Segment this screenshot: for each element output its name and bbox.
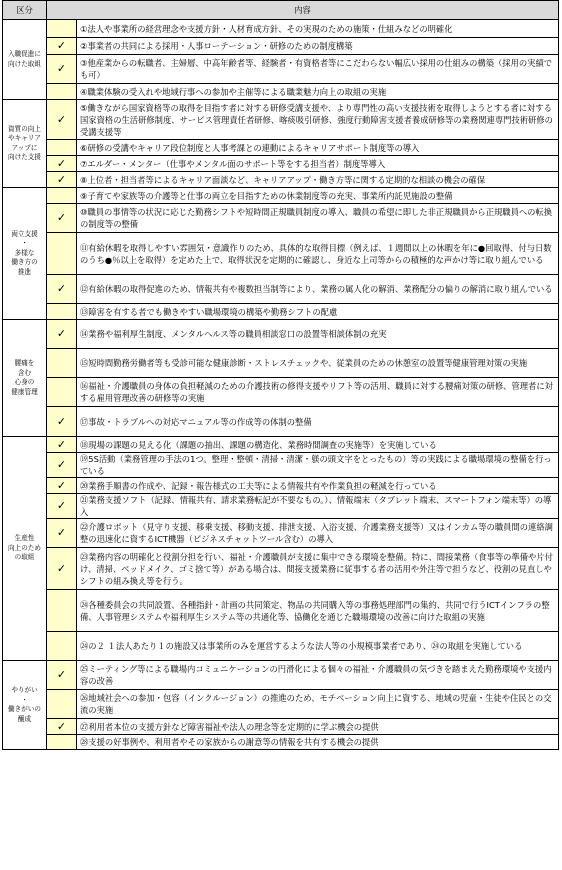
check-cell[interactable]	[47, 519, 77, 548]
table-row	[3, 378, 559, 407]
check-mark-icon: ✓	[56, 327, 67, 340]
check-cell[interactable]	[47, 100, 77, 140]
table-row	[3, 275, 559, 304]
table-row	[3, 478, 559, 494]
item-text: ⑤働きながら国家資格等の取得を目指す者に対する研修受講支援や、より専門性の高い支援技術を取得しようとする者に対する国家資格の生活研修制度、サービス管理責任者研修、喀痰吸引研修、強度行動障害支援者養成研修等の業務関連専門技術研修の受講支援等	[77, 100, 559, 140]
category-label: 腰痛を 含む 心身の 健康管理	[3, 320, 47, 437]
item-text: ⑥研修の受講やキャリア段位制度と人事考課との連動によるキャリアサポート制度等の導入	[77, 140, 559, 156]
check-cell[interactable]	[47, 548, 77, 590]
item-text: ㉘支援の好事例や、利用者やその家族からの謝意等の情報を共有する機会の提供	[77, 735, 559, 750]
table-row	[3, 100, 559, 140]
table-row	[3, 20, 559, 38]
check-cell[interactable]	[47, 735, 77, 750]
category-header: 区分	[3, 1, 47, 20]
category-label: 入職促進に 向けた取組	[3, 20, 47, 100]
table-row	[3, 233, 559, 275]
table-row	[3, 204, 559, 233]
check-mark-icon: ✓	[56, 156, 67, 170]
table-row	[3, 590, 559, 632]
header-row	[3, 1, 559, 20]
table-row	[3, 632, 559, 661]
category-label: やりがい ・ 働きがいの 醸成	[3, 661, 47, 750]
check-cell[interactable]	[47, 378, 77, 407]
category-label: 両立支援 ・ 多様な 働き方の 推進	[3, 188, 47, 320]
check-cell[interactable]	[47, 172, 77, 188]
check-mark-icon: ✓	[56, 414, 67, 428]
item-text: ⑮短時間勤務労働者等も受診可能な健康診断・ストレスチェックや、従業員のための休憩室の設置等健康管理対策の実施	[77, 349, 559, 378]
table-row	[3, 690, 559, 719]
category-label: 生産性 向上のため の取組	[3, 437, 47, 661]
check-mark-icon: ✓	[56, 499, 67, 512]
content-header: 内容	[47, 1, 559, 20]
item-text: ⑲5S活動（業務管理の手法の1つ。整理・整頓・清掃・清潔・躾の頭文字をとったもの）等の実践による職場環境の整備を行っている	[77, 453, 559, 478]
check-mark-icon: ✓	[56, 668, 67, 681]
check-cell[interactable]	[47, 494, 77, 519]
check-cell[interactable]	[47, 140, 77, 156]
check-cell[interactable]	[47, 407, 77, 437]
check-mark-icon: ✓	[56, 62, 67, 75]
check-cell[interactable]	[47, 84, 77, 100]
check-cell[interactable]	[47, 233, 77, 275]
check-mark-icon: ✓	[56, 39, 67, 52]
table-row	[3, 304, 559, 320]
check-mark-icon: ✓	[56, 437, 67, 451]
item-text: ⑧上位者・担当者等によるキャリア面談など、キャリアアップ・働き方等に関する定期的な相談の機会の確保	[77, 172, 559, 188]
check-mark-icon: ✓	[56, 172, 67, 186]
table-row	[3, 661, 559, 690]
item-text: ⑱現場の課題の見える化（課題の抽出、課題の構造化、業務時間調査の実施等）を実施している	[77, 437, 559, 453]
check-mark-icon: ✓	[56, 282, 67, 295]
item-text: ④職業体験の受入れや地域行事への参加や主催等による職業魅力向上の取組の実施	[77, 84, 559, 100]
table-row	[3, 38, 559, 55]
table-row	[3, 519, 559, 548]
table-row	[3, 320, 559, 349]
item-text: ㉔各種委員会の共同設置、各種指針・計画の共同策定、物品の共同購入等の事務処理部門の集約、共同で行うICTインフラの整備、人事管理システムや福利厚生システム等の共通化等、協働化を通じた職場環境の改善に向けた取組の実施	[77, 590, 559, 632]
item-text: ⑳業務手順書の作成や、記録・報告様式の工夫等による情報共有や作業負担の軽減を行っている	[77, 478, 559, 494]
table-row	[3, 453, 559, 478]
item-text: ㉖地域社会への参加・包容（インクルージョン）の推進のため、モチベーション向上に資する、地域の児童・生徒や住民との交流の実施	[77, 690, 559, 719]
table-row	[3, 349, 559, 378]
item-text: ㉒介護ロボット（見守り支援、移乗支援、移動支援、排泄支援、入浴支援、介護業務支援等）又はインカム等の職員間の連絡調整の迅速化に資するICT機器（ビジネスチャットツール含む）の導入	[77, 519, 559, 548]
table-row	[3, 156, 559, 172]
check-cell[interactable]	[47, 38, 77, 55]
check-cell[interactable]	[47, 632, 77, 661]
check-cell[interactable]	[47, 20, 77, 38]
table-row	[3, 140, 559, 156]
improvement-checklist-table	[2, 0, 559, 750]
table-row	[3, 548, 559, 590]
table-row	[3, 735, 559, 750]
item-text: ㉗利用者本位の支援方針など障害福祉や法人の理念等を定期的に学ぶ機会の提供	[77, 719, 559, 735]
check-mark-icon: ✓	[56, 458, 67, 471]
item-text: ㉑業務支援ソフト（記録、情報共有、請求業務転記が不要なもの。）、情報端末（タブレット端末、スマートフォン端末等）の導入	[77, 494, 559, 519]
item-text: ⑯福祉・介護職員の身体の負担軽減のための介護技術の修得支援やリフト等の活用、職員に対する腰痛対策の研修、管理者に対する雇用管理改善の研修等の実施	[77, 378, 559, 407]
item-text: ㉕ミーティング等による職場内コミュニケーションの円滑化による個々の福祉・介護職員の気づきを踏まえた勤務環境や支援内容の改善	[77, 661, 559, 690]
check-mark-icon: ✓	[56, 561, 67, 575]
check-mark-icon: ✓	[56, 719, 67, 733]
check-cell[interactable]	[47, 188, 77, 204]
check-mark-icon: ✓	[56, 112, 67, 126]
item-text: ②事業者の共同による採用・人事ローテーション・研修のための制度構築	[77, 38, 559, 55]
item-text: ⑭業務や福利厚生制度、メンタルヘルス等の職員相談窓口の設置等相談体制の充実	[77, 320, 559, 349]
check-cell[interactable]	[47, 55, 77, 84]
check-cell[interactable]	[47, 661, 77, 690]
item-text: ㉓業務内容の明確化と役割分担を行い、福祉・介護職員が支援に集中できる環境を整備。特に、間接業務（食事等の準備や片付け、清掃、ベッドメイク、ゴミ捨て等）がある場合は、間接支援業務に従事する者の活用や外注等で担うなど、役割の見直しやシフトの組み換え等を行う。	[77, 548, 559, 590]
item-text: ⑩職員の事情等の状況に応じた勤務シフトや短時間正規職員制度の導入、職員の希望に即した非正規職員から正規職員への転換の制度等の整備	[77, 204, 559, 233]
table-row	[3, 188, 559, 204]
table-row	[3, 437, 559, 453]
check-cell[interactable]	[47, 590, 77, 632]
check-cell[interactable]	[47, 437, 77, 453]
table-row	[3, 719, 559, 735]
check-cell[interactable]	[47, 349, 77, 378]
table-row	[3, 494, 559, 519]
item-text: ③他産業からの転職者、主婦層、中高年齢者等、経験者・有資格者等にこだわらない幅広い採用の仕組みの構築（採用の実績でも可）	[77, 55, 559, 84]
check-mark-icon: ✓	[56, 211, 67, 224]
item-text: ⑨子育てや家族等の介護等と仕事の両立を目指すための休業制度等の充実、事業所内託児施設の整備	[77, 188, 559, 204]
category-label: 資質の向上 やキャリア アップに 向けた支援	[3, 100, 47, 188]
table-row	[3, 407, 559, 437]
check-cell[interactable]	[47, 719, 77, 735]
table-row	[3, 55, 559, 84]
check-cell[interactable]	[47, 320, 77, 349]
check-cell[interactable]	[47, 304, 77, 320]
check-cell[interactable]	[47, 453, 77, 478]
check-mark-icon: ✓	[56, 526, 67, 539]
item-text: ①法人や事業所の経営理念や支援方針・人材育成方針、その実現のための施策・仕組みなどの明確化	[77, 20, 559, 38]
item-text: ⑪有給休暇を取得しやすい雰囲気・意識作りのため、具体的な取得目標（例えば、１週間以上の休暇を年に●回取得、付与日数のうち●％以上を取得）を定めた上で、取得状況を定期的に確認し、身近な上司等からの積極的な声かけ等に取り組んでいる	[77, 233, 559, 275]
table-row	[3, 84, 559, 100]
check-mark-icon: ✓	[56, 478, 67, 492]
check-cell[interactable]	[47, 275, 77, 304]
item-text: ⑫有給休暇の取得促進のため、情報共有や複数担当制等により、業務の属人化の解消、業務配分の偏りの解消に取り組んでいる	[77, 275, 559, 304]
item-text: ⑰事故・トラブルへの対応マニュアル等の作成等の体制の整備	[77, 407, 559, 437]
item-text: ⑬障害を有する者でも働きやすい職場環境の構築や勤務シフトの配慮	[77, 304, 559, 320]
check-cell[interactable]	[47, 156, 77, 172]
item-text: ⑦エルダー・メンター（仕事やメンタル面のサポート等をする担当者）制度等導入	[77, 156, 559, 172]
check-cell[interactable]	[47, 478, 77, 494]
check-cell[interactable]	[47, 690, 77, 719]
checklist-body	[3, 20, 559, 750]
item-text: ㉔の２ １法人あたり１の施設又は事業所のみを運営するような法人等の小規模事業者であり、㉔の取組を実施している	[77, 632, 559, 661]
table-row	[3, 172, 559, 188]
check-cell[interactable]	[47, 204, 77, 233]
